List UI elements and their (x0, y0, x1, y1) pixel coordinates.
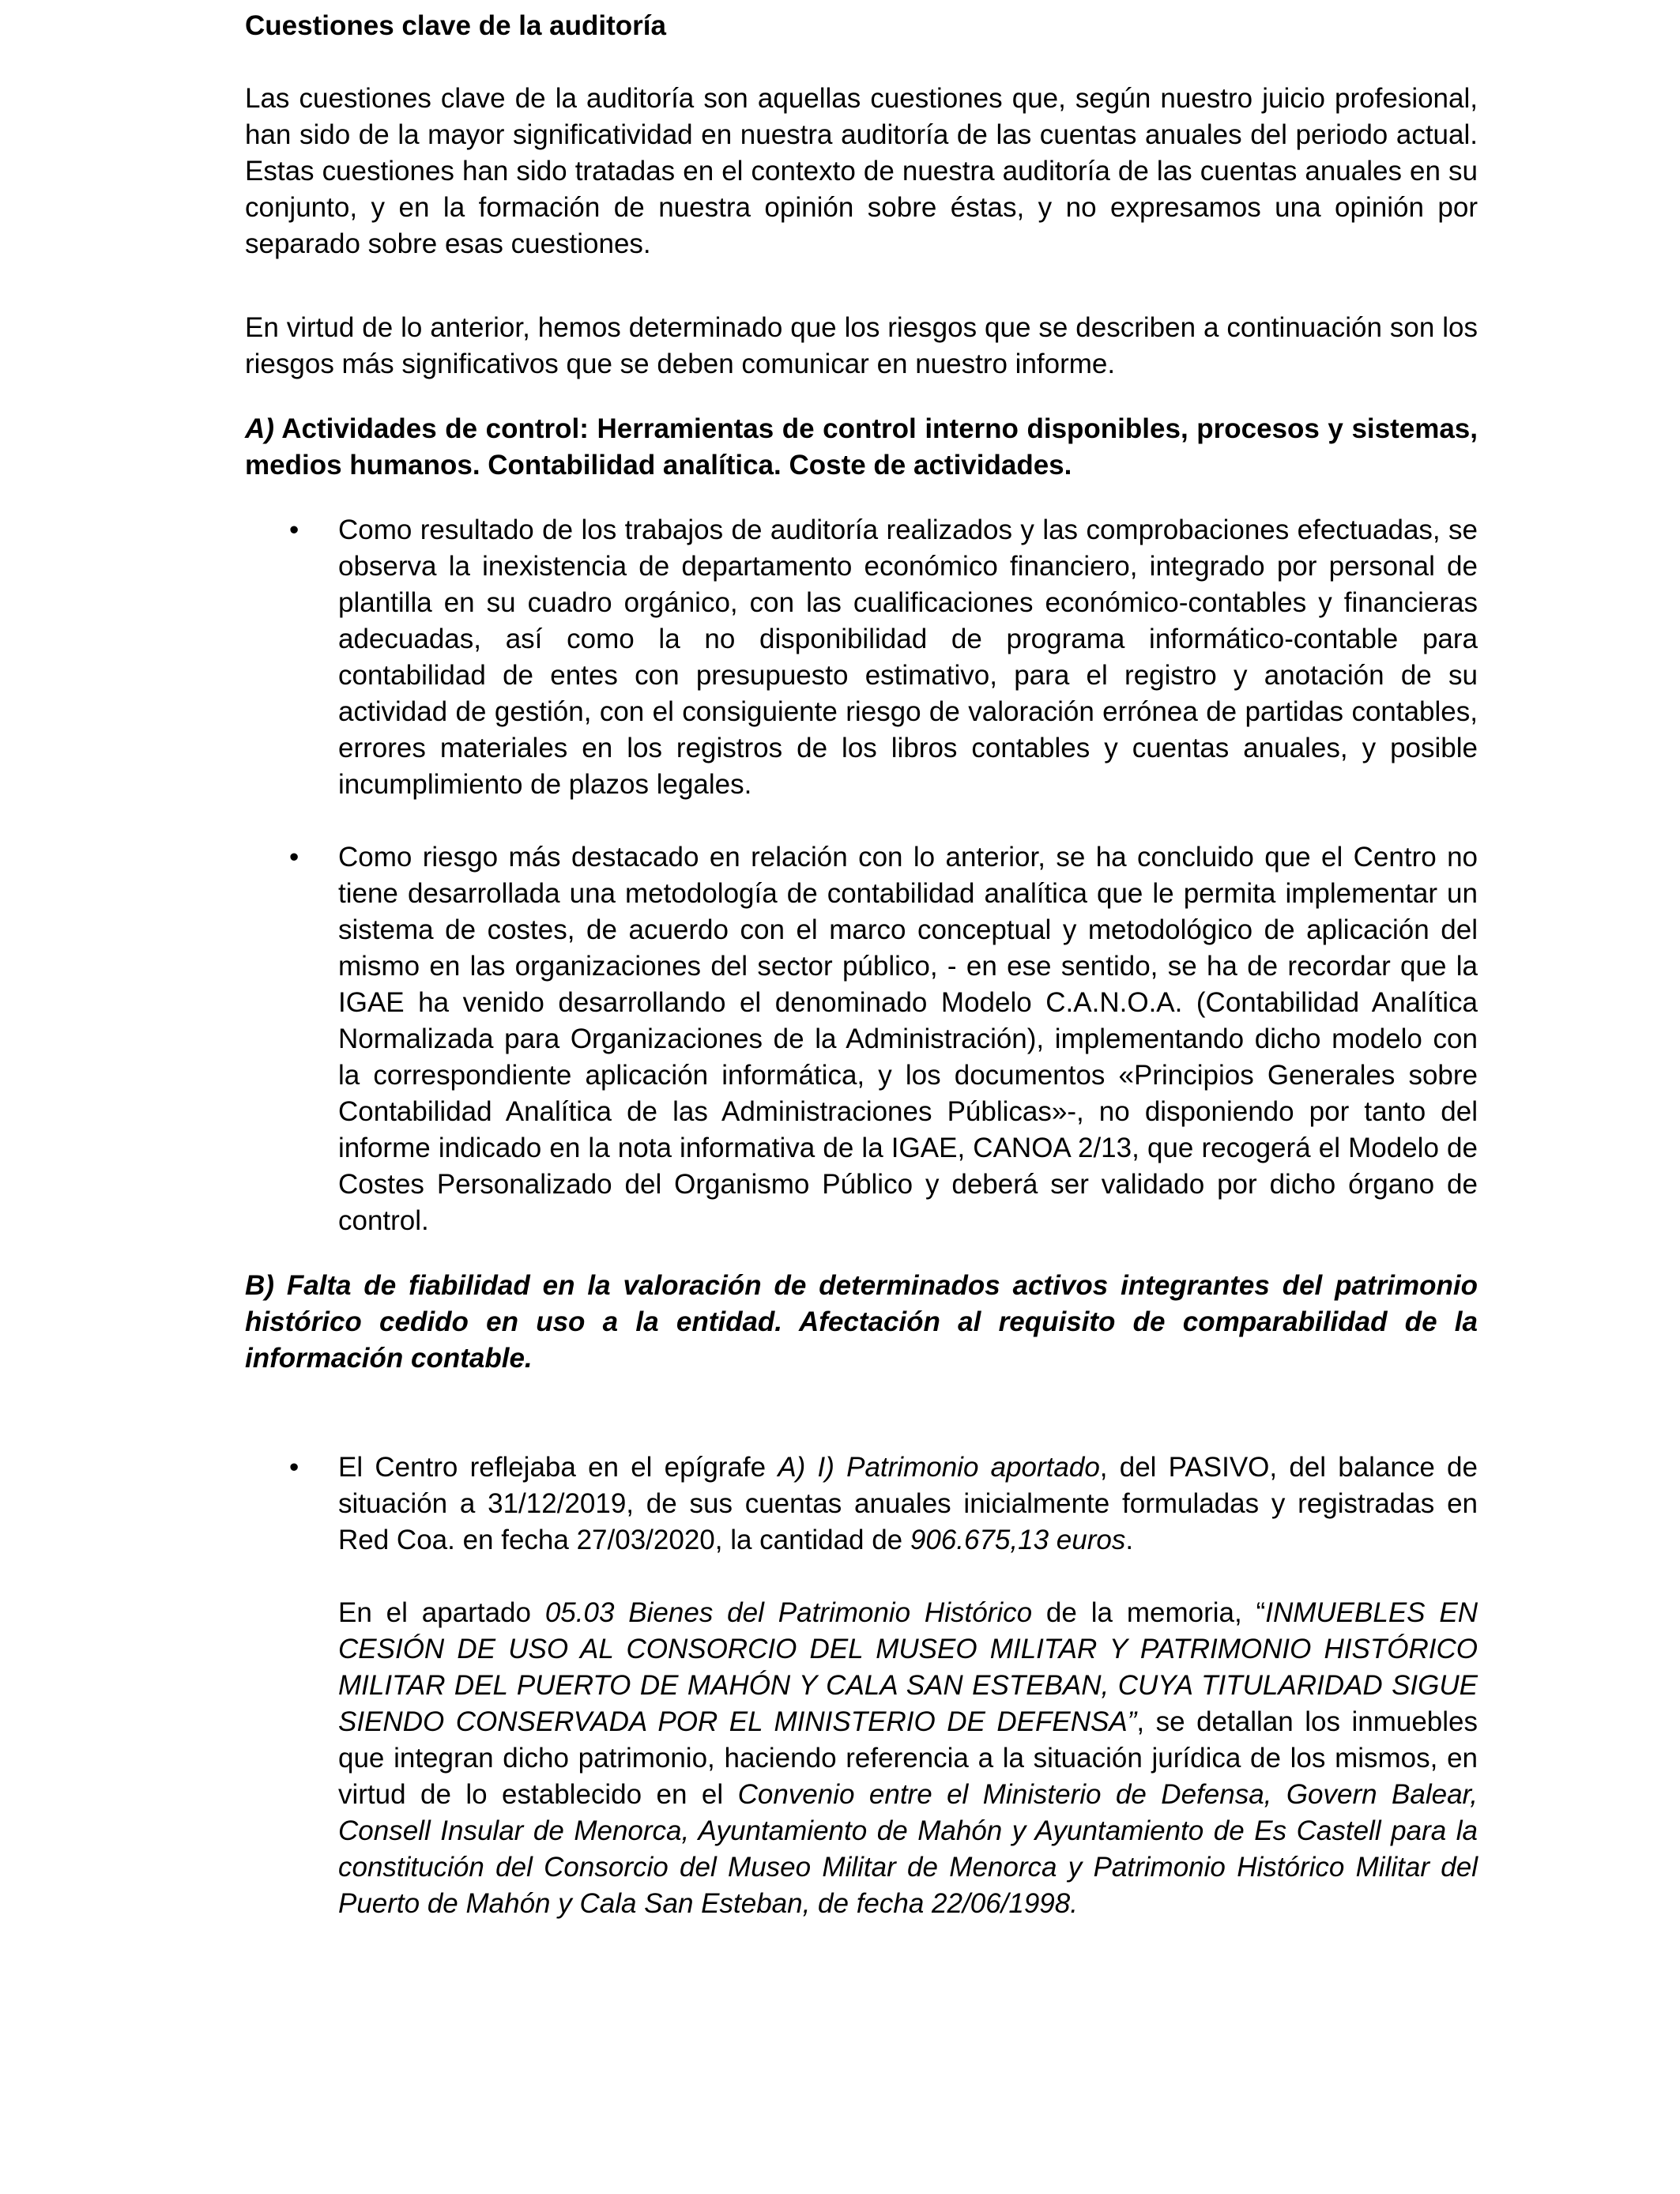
list-item (245, 512, 1478, 803)
section-a-bullets (245, 512, 1478, 1239)
sub-text-2: de la memoria, “ (1032, 1597, 1266, 1628)
sub-italic-2: INMUEBLES EN CESIÓN DE USO AL CONSORCIO DEL MUSEO MILITAR Y PATRIMONIO HISTÓRICO MILITAR DEL PUERTO DE MAHÓN Y CALA SAN ESTEBAN, CUYA TITULARIDAD SIGUE SIENDO CONSERVADA POR EL MINISTERIO DE DEFENSA” (338, 1597, 1478, 1737)
section-b-bullets (245, 1449, 1478, 1559)
section-a-title (245, 411, 1478, 484)
section-b-title: B) Falta de fiabilidad en la valoración de determinados activos integrantes del patrimonio histórico cedido en uso a la entidad. Afectación al requisito de comparabilidad de la información contable. (245, 1270, 1478, 1374)
sub-text-3: , se detallan los inmuebles que integran dicho patrimonio, haciendo referencia a la situación jurídica de los mismos, en virtud de lo establecido en el (338, 1706, 1478, 1810)
document-page (245, 0, 1478, 1922)
list-item (245, 839, 1478, 1239)
bullet-text-2: , del PASIVO, del balance de situación a 31/12/2019, de sus cuentas anuales inicialmente formuladas y registradas en Red Coa. en fecha 27/03/2020, la cantidad de (338, 1452, 1478, 1555)
section-a-title-text: Actividades de control: Herramientas de control interno disponibles, procesos y sistemas, medios humanos. Contabilidad analítica. Coste de actividades. (245, 413, 1478, 481)
bullet-italic-1: A) I) Patrimonio aportado (778, 1452, 1100, 1483)
list-item (245, 1449, 1478, 1559)
bullet-text-1: El Centro reflejaba en el epígrafe (338, 1452, 778, 1483)
bullet-icon: • (289, 842, 299, 873)
sub-text-1: En el apartado (338, 1597, 545, 1628)
bullet-text: Como resultado de los trabajos de auditoría realizados y las comprobaciones efectuadas, se observa la inexistencia de departamento económico financiero, integrado por personal de plantilla en su cuadro orgánico, con las cualificaciones económico-contables y financieras adecuadas, así como la no disponibilidad de programa informático-contable para contabilidad de entes con presupuesto estimativo, para el registro y anotación de su actividad de gestión, con el consiguiente riesgo de valoración errónea de partidas contables, errores materiales en los registros de los libros contables y cuentas anuales, y posible incumplimiento de plazos legales. (338, 515, 1478, 800)
sub-italic-3: Convenio entre el Ministerio de Defensa, Govern Balear, Consell Insular de Menorca, Ayuntamiento de Mahón y Ayuntamiento de Es Castell para la constitución del Consorcio del Museo Militar de Menorca y Patrimonio Histórico Militar del Puerto de Mahón y Cala San Esteban, de fecha 22/06/1998. (338, 1779, 1478, 1919)
bullet-text-3: . (1125, 1525, 1134, 1555)
sub-italic-1: 05.03 Bienes del Patrimonio Histórico (544, 1597, 1033, 1628)
bullet-icon: • (289, 1452, 299, 1483)
bullet-icon: • (289, 515, 299, 545)
second-paragraph: En virtud de lo anterior, hemos determinado que los riesgos que se describen a continuación son los riesgos más significativos que se deben comunicar en nuestro informe. (245, 312, 1478, 379)
bullet-italic-2: 906.675,13 euros (910, 1525, 1126, 1555)
section-b-sub-paragraph (245, 1595, 1478, 1922)
section-a-label: A) (245, 413, 274, 444)
bullet-text: Como riesgo más destacado en relación con lo anterior, se ha concluido que el Centro no tiene desarrollada una metodología de contabilidad analítica que le permita implementar un sistema de costes, de acuerdo con el marco conceptual y metodológico de aplicación del mismo en las organizaciones del sector público, - en ese sentido, se ha de recordar que la IGAE ha venido desarrollando el denominado Modelo C.A.N.O.A. (Contabilidad Analítica Normalizada para Organizaciones de la Administración), implementando dicho modelo con la correspondiente aplicación informática, y los documentos «Principios Generales sobre Contabilidad Analítica de las Administraciones Públicas»-, no disponiendo por tanto del informe indicado en la nota informativa de la IGAE, CANOA 2/13, que recogerá el Modelo de Costes Personalizado del Organismo Público y deberá ser validado por dicho órgano de control. (338, 842, 1478, 1236)
intro-paragraph: Las cuestiones clave de la auditoría son aquellas cuestiones que, según nuestro juicio profesional, han sido de la mayor significatividad en nuestra auditoría de las cuentas anuales del periodo actual. Estas cuestiones han sido tratadas en el contexto de nuestra auditoría de las cuentas anuales en su conjunto, y en la formación de nuestra opinión sobre éstas, y no expresamos una opinión por separado sobre esas cuestiones. (245, 83, 1478, 259)
section-heading: Cuestiones clave de la auditoría (245, 10, 666, 41)
